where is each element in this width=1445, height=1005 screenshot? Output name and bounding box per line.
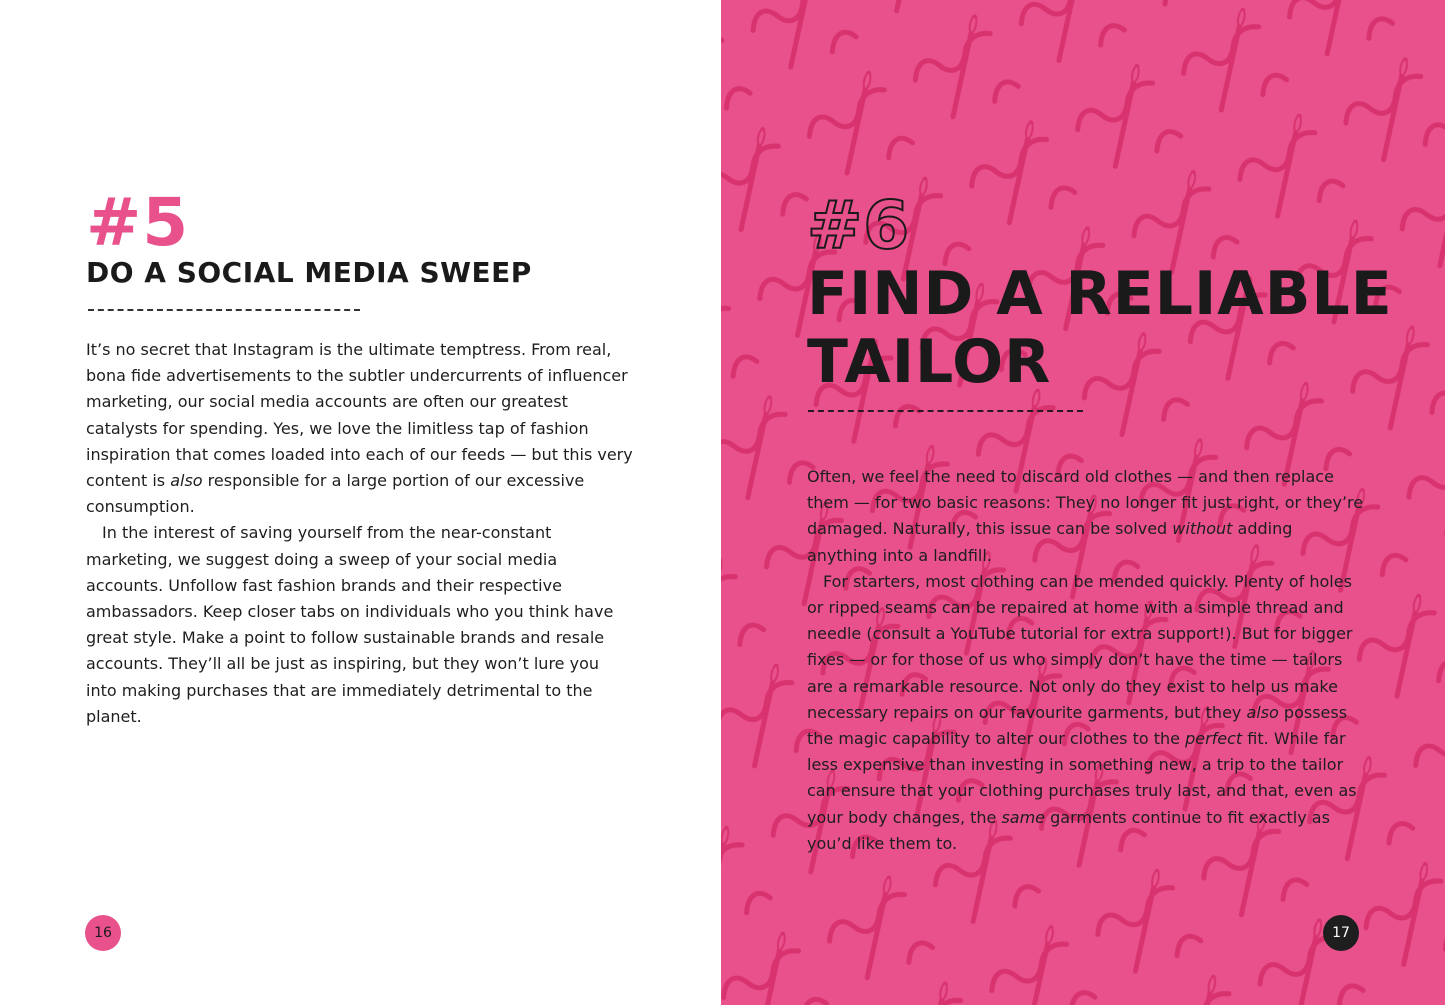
emphasis-text: without xyxy=(1172,519,1233,539)
body-text xyxy=(807,464,1367,857)
text-run: garments continue to fit exactly as you’d like them to. xyxy=(807,807,1330,853)
text-run: possess the magic capability to alter our clothes to the xyxy=(807,702,1348,749)
page-number-badge xyxy=(1323,915,1359,951)
text-run: It’s no secret that Instagram is the ultimate temptress. From real, bona fide advertisements to the subtler undercurrents of influencer marketing, our social media accounts are often our greatest catalysts for spending. Yes, we love the limitless tap of fashion inspiration that comes loaded into each of our feeds — but this very content is xyxy=(86,340,633,491)
page-number-badge xyxy=(85,915,121,951)
section-number: #6 xyxy=(807,187,911,264)
section-title: DO A SOCIAL MEDIA SWEEP xyxy=(86,256,532,289)
emphasis-text: also xyxy=(170,471,203,491)
page-number: 16 xyxy=(94,925,112,941)
paragraph xyxy=(807,569,1367,857)
emphasis-text: perfect xyxy=(1185,729,1243,749)
paragraph xyxy=(807,464,1367,569)
section-title xyxy=(807,260,1407,396)
text-run: adding anything into a landfill. xyxy=(807,519,1293,565)
title-line: TAILOR xyxy=(807,327,1052,397)
right-page xyxy=(721,0,1445,1005)
text-run: Often, we feel the need to discard old clothes — and then replace them — for two basic reasons: They no longer fit just right, or they’re damaged. Naturally, this issue can be solved xyxy=(807,467,1364,539)
dashed-divider xyxy=(88,309,360,311)
text-run: fit. While far less expensive than investing in something new, a trip to the tailor can ensure that your clothing purchases truly last, and that, even as your body changes, the xyxy=(807,729,1357,827)
section-number: #5 xyxy=(86,184,190,261)
page-number: 17 xyxy=(1332,925,1350,941)
emphasis-text: also xyxy=(1246,702,1279,722)
title-line: FIND A RELIABLE xyxy=(807,259,1393,329)
paragraph xyxy=(86,337,634,520)
left-page xyxy=(0,0,721,1005)
dashed-divider xyxy=(808,410,1083,412)
paragraph: In the interest of saving yourself from the near-constant marketing, we suggest doing a sweep of your social media accounts. Unfollow fast fashion brands and their respective ambassadors. Keep closer tabs on individuals who you think have great style. Make a point to follow sustainable brands and resale accounts. They’ll all be just as inspiring, but they won’t lure you into making purchases that are immediately detrimental to the planet. xyxy=(86,523,614,726)
body-text xyxy=(86,337,634,730)
text-run: For starters, most clothing can be mended quickly. Plenty of holes or ripped seams can be repaired at home with a simple thread and needle (consult a YouTube tutorial for extra support!). But for bigger fixes — or for those of us who simply don’t have the time — tailors are a remarkable resource. Not only do they exist to help us make necessary repairs on our favourite garments, but they xyxy=(807,571,1353,722)
emphasis-text: same xyxy=(1001,807,1046,827)
text-run: responsible for a large portion of our excessive consumption. xyxy=(86,471,585,517)
